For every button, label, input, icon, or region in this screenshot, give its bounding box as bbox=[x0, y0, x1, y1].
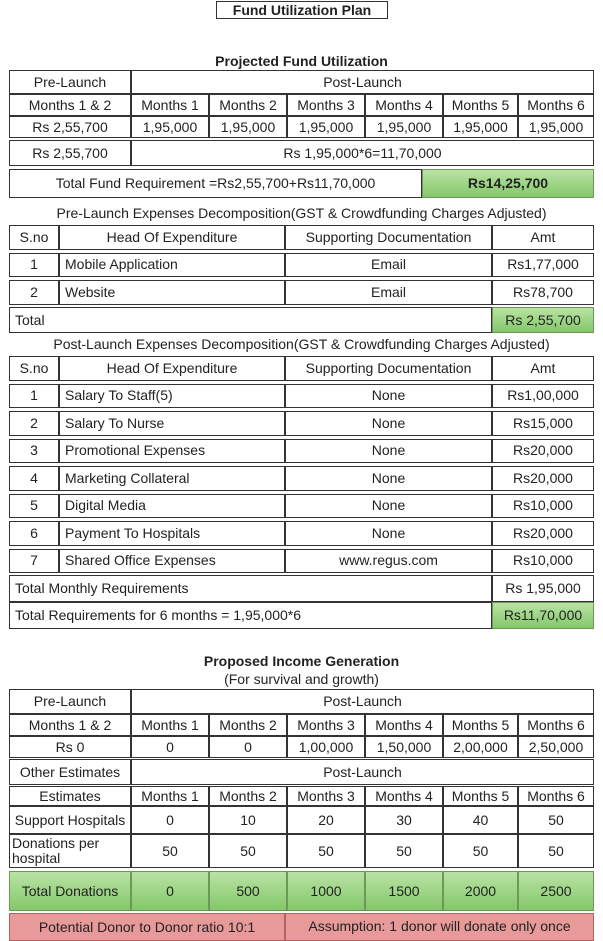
pre-expenses-header-1: Head Of Expenditure bbox=[59, 225, 285, 250]
donations-row-cell-5: 50 bbox=[443, 834, 518, 868]
pre-expenses-row-2-cell-1: Website bbox=[59, 280, 285, 305]
total-donations-row-cell-5: 2000 bbox=[443, 871, 518, 911]
projected-month-cell-3: Months 3 bbox=[287, 94, 365, 116]
post-expenses-row-7-cell-1: Shared Office Expenses bbox=[59, 549, 285, 574]
post-expenses-row-5-cell-0: 5 bbox=[9, 494, 59, 519]
post-expenses-row-2-cell-0: 2 bbox=[9, 411, 59, 436]
monthly-requirements-label: Total Monthly Requirements bbox=[9, 575, 492, 602]
total-donations-row-cell-6: 2500 bbox=[518, 871, 594, 911]
income-value-cell-1: 0 bbox=[131, 736, 209, 758]
projected-value-cell-2: 1,95,000 bbox=[209, 116, 287, 138]
projected-post-total: Rs 1,95,000*6=11,70,000 bbox=[131, 140, 594, 166]
projected-title: Projected Fund Utilization bbox=[215, 53, 388, 69]
hospitals-row-cell-1: 0 bbox=[131, 806, 209, 834]
post-expenses-row-5-cell-1: Digital Media bbox=[59, 494, 285, 519]
post-expenses-row-4-cell-2: None bbox=[285, 466, 492, 491]
projected-month-cell-1: Months 1 bbox=[131, 94, 209, 116]
post-expenses-row-3-cell-1: Promotional Expenses bbox=[59, 439, 285, 464]
projected-month-cell-2: Months 2 bbox=[209, 94, 287, 116]
estimates-header-cell-0: Estimates bbox=[9, 786, 131, 806]
income-value-cell-0: Rs 0 bbox=[9, 736, 131, 758]
income-month-cell-5: Months 5 bbox=[443, 714, 518, 736]
pre-expenses-total-label: Total bbox=[9, 307, 492, 333]
post-expenses-title: Post-Launch Expenses Decomposition(GST & Crowdfunding Charges Adjusted) bbox=[53, 336, 550, 352]
projected-pre-launch-header: Pre-Launch bbox=[9, 70, 131, 94]
income-subtitle: (For survival and growth) bbox=[224, 671, 379, 687]
income-post-launch-header: Post-Launch bbox=[131, 689, 594, 714]
pre-expenses-row-2-cell-2: Email bbox=[285, 280, 492, 305]
pre-expenses-title: Pre-Launch Expenses Decomposition(GST & Crowdfunding Charges Adjusted) bbox=[56, 205, 547, 221]
pre-expenses-row-1-cell-1: Mobile Application bbox=[59, 253, 285, 278]
income-pre-launch-header: Pre-Launch bbox=[9, 689, 131, 714]
income-month-cell-3: Months 3 bbox=[287, 714, 365, 736]
donations-row-cell-3: 50 bbox=[287, 834, 365, 868]
total-donations-row-cell-0: Total Donations bbox=[9, 871, 131, 911]
income-month-cell-4: Months 4 bbox=[365, 714, 443, 736]
income-month-cell-0: Months 1 & 2 bbox=[9, 714, 131, 736]
post-expenses-row-2-cell-1: Salary To Nurse bbox=[59, 411, 285, 436]
projected-month-cell-6: Months 6 bbox=[518, 94, 594, 116]
post-expenses-row-4-cell-3: Rs20,000 bbox=[492, 466, 594, 491]
post-expenses-row-1-cell-0: 1 bbox=[9, 384, 59, 409]
assumption-note: Assumption: 1 donor will donate only once bbox=[285, 913, 594, 941]
donor-ratio-note: Potential Donor to Donor ratio 10:1 bbox=[9, 913, 285, 941]
six-month-requirements-label: Total Requirements for 6 months = 1,95,000*6 bbox=[9, 602, 492, 629]
pre-expenses-header-3: Amt bbox=[492, 225, 594, 250]
post-expenses-row-4-cell-0: 4 bbox=[9, 466, 59, 491]
six-month-requirements-value: Rs11,70,000 bbox=[492, 602, 594, 629]
estimates-header-cell-4: Months 4 bbox=[365, 786, 443, 806]
income-title: Proposed Income Generation bbox=[203, 653, 400, 669]
projected-value-cell-6: 1,95,000 bbox=[518, 116, 594, 138]
income-value-cell-3: 1,00,000 bbox=[287, 736, 365, 758]
total-fund-requirement-value: Rs14,25,700 bbox=[422, 169, 594, 198]
hospitals-row-cell-6: 50 bbox=[518, 806, 594, 834]
pre-expenses-row-2-cell-3: Rs78,700 bbox=[492, 280, 594, 305]
income-value-cell-6: 2,50,000 bbox=[518, 736, 594, 758]
income-value-cell-5: 2,00,000 bbox=[443, 736, 518, 758]
estimates-header-cell-6: Months 6 bbox=[518, 786, 594, 806]
donations-row-cell-2: 50 bbox=[209, 834, 287, 868]
income-month-cell-6: Months 6 bbox=[518, 714, 594, 736]
post-expenses-row-5-cell-2: None bbox=[285, 494, 492, 519]
projected-value-cell-3: 1,95,000 bbox=[287, 116, 365, 138]
pre-expenses-header-0: S.no bbox=[9, 225, 59, 250]
post-expenses-row-6-cell-3: Rs20,000 bbox=[492, 521, 594, 546]
projected-value-cell-5: 1,95,000 bbox=[443, 116, 518, 138]
post-expenses-row-3-cell-0: 3 bbox=[9, 439, 59, 464]
hospitals-row-cell-3: 20 bbox=[287, 806, 365, 834]
hospitals-row-cell-4: 30 bbox=[365, 806, 443, 834]
projected-pre-total: Rs 2,55,700 bbox=[9, 140, 131, 166]
pre-expenses-row-1-cell-3: Rs1,77,000 bbox=[492, 253, 594, 278]
post-expenses-header-1: Head Of Expenditure bbox=[59, 356, 285, 381]
post-expenses-row-6-cell-1: Payment To Hospitals bbox=[59, 521, 285, 546]
donations-row-cell-1: 50 bbox=[131, 834, 209, 868]
post-expenses-row-1-cell-2: None bbox=[285, 384, 492, 409]
page-title: Fund Utilization Plan bbox=[216, 1, 388, 19]
pre-expenses-row-2-cell-0: 2 bbox=[9, 280, 59, 305]
projected-month-cell-0: Months 1 & 2 bbox=[9, 94, 131, 116]
projected-value-cell-0: Rs 2,55,700 bbox=[9, 116, 131, 138]
post-expenses-row-2-cell-2: None bbox=[285, 411, 492, 436]
total-fund-requirement-label: Total Fund Requirement =Rs2,55,700+Rs11,70,000 bbox=[9, 169, 422, 198]
post-expenses-row-3-cell-3: Rs20,000 bbox=[492, 439, 594, 464]
total-donations-row-cell-3: 1000 bbox=[287, 871, 365, 911]
pre-expenses-header-2: Supporting Documentation bbox=[285, 225, 492, 250]
monthly-requirements-value: Rs 1,95,000 bbox=[492, 575, 594, 602]
projected-post-launch-header: Post-Launch bbox=[131, 70, 594, 94]
pre-expenses-row-1-cell-0: 1 bbox=[9, 253, 59, 278]
donations-row-cell-4: 50 bbox=[365, 834, 443, 868]
total-donations-row-cell-1: 0 bbox=[131, 871, 209, 911]
post-expenses-header-3: Amt bbox=[492, 356, 594, 381]
post-expenses-row-7-cell-2: www.regus.com bbox=[285, 549, 492, 574]
other-estimates-post-launch: Post-Launch bbox=[131, 759, 594, 785]
post-expenses-row-7-cell-0: 7 bbox=[9, 549, 59, 574]
projected-month-cell-4: Months 4 bbox=[365, 94, 443, 116]
projected-month-cell-5: Months 5 bbox=[443, 94, 518, 116]
post-expenses-row-5-cell-3: Rs10,000 bbox=[492, 494, 594, 519]
other-estimates-label: Other Estimates bbox=[9, 759, 131, 785]
post-expenses-header-2: Supporting Documentation bbox=[285, 356, 492, 381]
estimates-header-cell-5: Months 5 bbox=[443, 786, 518, 806]
post-expenses-row-3-cell-2: None bbox=[285, 439, 492, 464]
donations-row-cell-6: 50 bbox=[518, 834, 594, 868]
income-value-cell-2: 0 bbox=[209, 736, 287, 758]
post-expenses-row-6-cell-2: None bbox=[285, 521, 492, 546]
estimates-header-cell-2: Months 2 bbox=[209, 786, 287, 806]
projected-value-cell-4: 1,95,000 bbox=[365, 116, 443, 138]
post-expenses-row-2-cell-3: Rs15,000 bbox=[492, 411, 594, 436]
hospitals-row-cell-2: 10 bbox=[209, 806, 287, 834]
income-value-cell-4: 1,50,000 bbox=[365, 736, 443, 758]
post-expenses-header-0: S.no bbox=[9, 356, 59, 381]
hospitals-row-cell-0: Support Hospitals bbox=[9, 806, 131, 834]
post-expenses-row-4-cell-1: Marketing Collateral bbox=[59, 466, 285, 491]
projected-value-cell-1: 1,95,000 bbox=[131, 116, 209, 138]
total-donations-row-cell-4: 1500 bbox=[365, 871, 443, 911]
hospitals-row-cell-5: 40 bbox=[443, 806, 518, 834]
estimates-header-cell-1: Months 1 bbox=[131, 786, 209, 806]
total-donations-row-cell-2: 500 bbox=[209, 871, 287, 911]
pre-expenses-row-1-cell-2: Email bbox=[285, 253, 492, 278]
post-expenses-row-6-cell-0: 6 bbox=[9, 521, 59, 546]
income-month-cell-1: Months 1 bbox=[131, 714, 209, 736]
income-month-cell-2: Months 2 bbox=[209, 714, 287, 736]
estimates-header-cell-3: Months 3 bbox=[287, 786, 365, 806]
post-expenses-row-1-cell-3: Rs1,00,000 bbox=[492, 384, 594, 409]
donations-row-cell-0: Donations per hospital bbox=[9, 834, 131, 868]
pre-expenses-total-value: Rs 2,55,700 bbox=[492, 307, 594, 333]
post-expenses-row-1-cell-1: Salary To Staff(5) bbox=[59, 384, 285, 409]
post-expenses-row-7-cell-3: Rs10,000 bbox=[492, 549, 594, 574]
